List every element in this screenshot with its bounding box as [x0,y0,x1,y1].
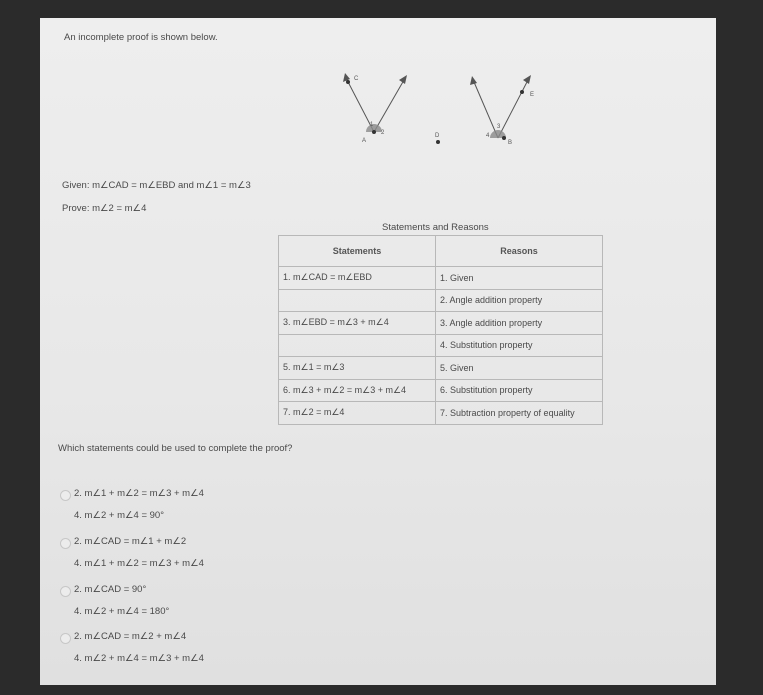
radio-button[interactable] [60,633,71,644]
ray-a-middle-arrowhead [399,75,407,84]
reason-cell: 1. Given [436,267,603,290]
header-reasons: Reasons [436,236,603,267]
ray-be-arrowhead [523,75,531,84]
table-row [279,267,603,290]
point-a [372,130,376,134]
option-line-1: 2. m∠CAD = 90° [74,584,147,595]
reason-cell: 6. Substitution property [436,379,603,402]
point-c [346,80,350,84]
statement-cell: 3. m∠EBD = m∠3 + m∠4 [279,312,436,335]
label-angle-4: 4 [486,133,490,139]
label-a: A [362,138,367,144]
ray-a-middle [374,80,404,132]
point-b [502,136,506,140]
point-d [436,140,440,144]
option-line-2: 4. m∠2 + m∠4 = 90° [74,510,165,521]
option-line-2: 4. m∠2 + m∠4 = 180° [74,606,170,617]
label-angle-2: 2 [381,130,385,136]
option-line-1: 2. m∠1 + m∠2 = m∠3 + m∠4 [74,488,204,499]
reason-cell: 3. Angle addition property [436,312,603,335]
intro-text: An incomplete proof is shown below. [64,32,218,43]
point-e [520,90,524,94]
prove-statement: Prove: m∠2 = m∠4 [62,203,147,214]
option-line-1: 2. m∠CAD = m∠1 + m∠2 [74,536,187,547]
radio-button[interactable] [60,490,71,501]
radio-button[interactable] [60,538,71,549]
table-row [279,357,603,380]
table-header-row [279,236,603,267]
label-e: E [530,92,535,98]
question-text: Which statements could be used to complete the proof? [58,443,293,454]
ray-be [498,80,528,138]
header-statements: Statements [279,236,436,267]
angle-diagram [340,58,580,158]
reason-cell: 5. Given [436,357,603,380]
given-statement: Given: m∠CAD = m∠EBD and m∠1 = m∠3 [62,180,251,191]
table-title: Statements and Reasons [382,222,489,233]
option-line-2: 4. m∠1 + m∠2 = m∠3 + m∠4 [74,558,204,569]
statement-cell: 6. m∠3 + m∠2 = m∠3 + m∠4 [279,379,436,402]
worksheet-page [40,18,716,685]
table-row [279,312,603,335]
label-angle-3: 3 [497,124,501,130]
statement-cell: 5. m∠1 = m∠3 [279,357,436,380]
table-row [279,402,603,425]
ray-b-middle [474,82,498,138]
radio-button[interactable] [60,586,71,597]
statement-cell-blank [279,289,436,312]
statement-cell: 1. m∠CAD = m∠EBD [279,267,436,290]
label-b: B [508,140,513,146]
statement-cell-blank [279,334,436,357]
reason-cell: 7. Subtraction property of equality [436,402,603,425]
label-c: C [354,76,359,82]
reason-cell: 2. Angle addition property [436,289,603,312]
proof-table [278,235,603,425]
option-line-2: 4. m∠2 + m∠4 = m∠3 + m∠4 [74,653,204,664]
ray-b-middle-arrowhead [470,76,477,85]
statement-cell: 7. m∠2 = m∠4 [279,402,436,425]
label-angle-1: 1 [370,122,374,128]
table-row [279,334,603,357]
table-row [279,379,603,402]
label-d: D [435,133,440,139]
reason-cell: 4. Substitution property [436,334,603,357]
table-row [279,289,603,312]
option-line-1: 2. m∠CAD = m∠2 + m∠4 [74,631,187,642]
